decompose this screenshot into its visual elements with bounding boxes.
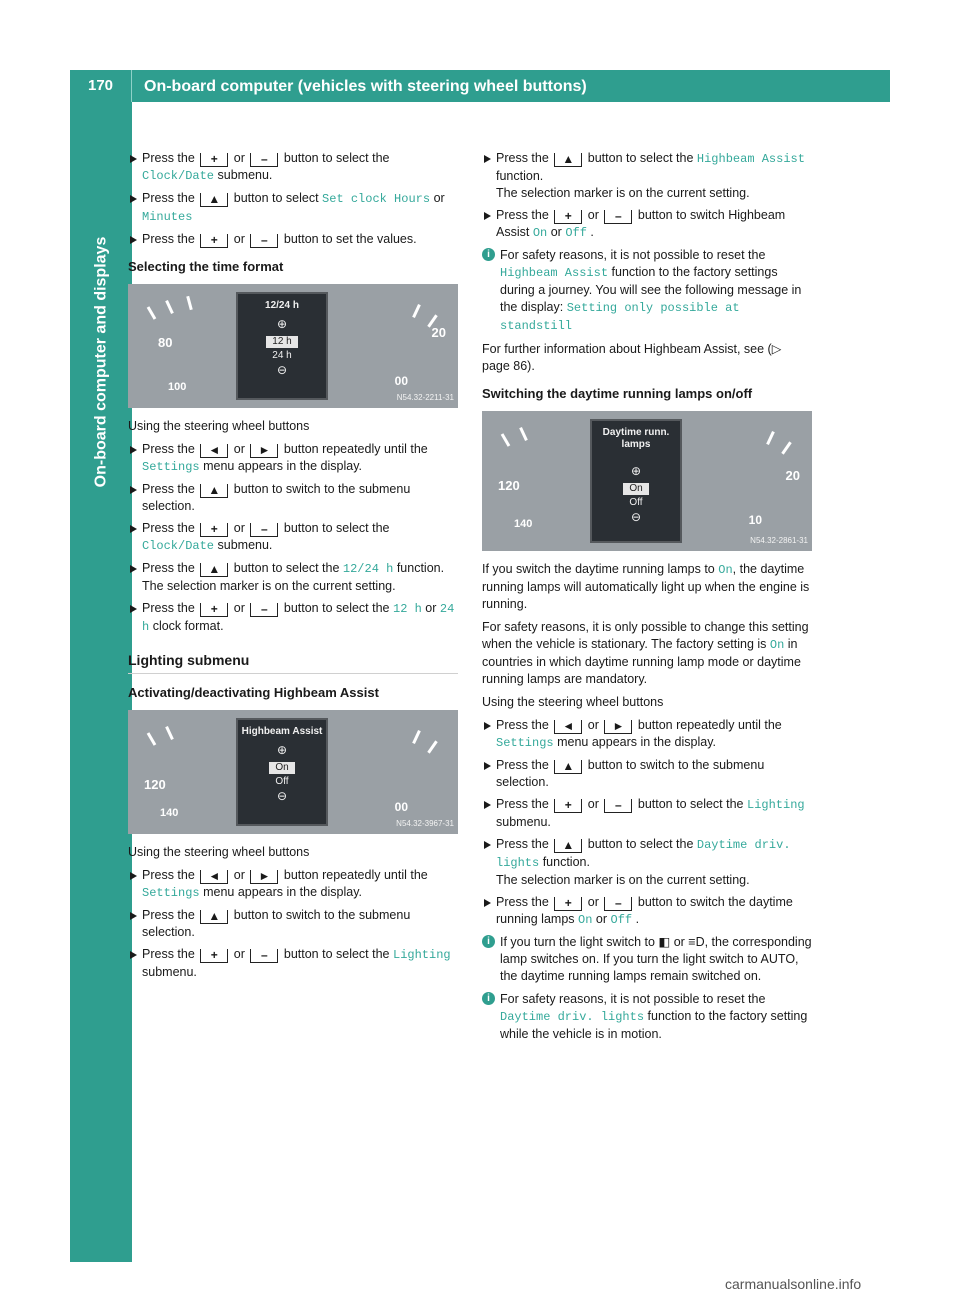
steps-highbeam bbox=[482, 150, 812, 242]
step-text: or bbox=[550, 225, 562, 239]
gauge-label: 00 bbox=[394, 374, 408, 388]
display-screen bbox=[236, 718, 328, 826]
step-text: . bbox=[590, 225, 594, 239]
figure-time-format bbox=[128, 284, 458, 408]
step-text: button to select the bbox=[283, 947, 390, 961]
instruction-step bbox=[128, 867, 458, 902]
instruction-step bbox=[482, 836, 812, 889]
button-glyph: ▲ bbox=[554, 760, 582, 774]
figure-highbeam bbox=[128, 710, 458, 834]
display-title: Highbeam Assist bbox=[241, 726, 323, 737]
step-text: button repeatedly until the bbox=[283, 868, 428, 882]
step-text: button to switch to the submenu selection. bbox=[142, 908, 411, 939]
figure-code: N54.32-2211-31 bbox=[396, 393, 454, 402]
step-text: Press the bbox=[142, 908, 195, 922]
step-text: or bbox=[233, 601, 245, 615]
step-text: or bbox=[587, 718, 599, 732]
button-glyph: – bbox=[604, 897, 632, 911]
step-text: button to switch the daytime running lamps bbox=[496, 895, 793, 926]
step-text: function. bbox=[542, 855, 590, 869]
button-glyph: ▲ bbox=[200, 193, 228, 207]
info-icon: i bbox=[482, 992, 495, 1005]
button-glyph: ► bbox=[250, 870, 278, 884]
step-extra: The selection marker is on the current setting. bbox=[496, 186, 750, 200]
display-code: Settings bbox=[142, 886, 200, 900]
using-text: Using the steering wheel buttons bbox=[128, 845, 310, 859]
display-code: Set clock Hours bbox=[322, 192, 431, 206]
display-code: Highbeam Assist bbox=[696, 152, 805, 166]
display-code: Off bbox=[565, 226, 587, 240]
instruction-step bbox=[482, 207, 812, 242]
display-code: Clock/Date bbox=[142, 539, 215, 553]
instruction-step bbox=[128, 907, 458, 941]
gauge-tick bbox=[147, 306, 157, 320]
step-text: Press the bbox=[142, 442, 195, 456]
step-text: button to select the bbox=[283, 151, 390, 165]
gauge-tick bbox=[519, 427, 528, 441]
instruction-step bbox=[128, 150, 458, 185]
gauge-label: 10 bbox=[748, 513, 762, 527]
figure-daytime-lamps bbox=[482, 411, 812, 551]
step-text: button to select bbox=[233, 191, 319, 205]
button-glyph: ▲ bbox=[200, 910, 228, 924]
display-selected: 12 h bbox=[266, 336, 297, 348]
gauge-tick bbox=[766, 431, 775, 445]
instruction-step bbox=[128, 190, 458, 226]
step-text: button to set the values. bbox=[283, 232, 417, 246]
step-text: or bbox=[233, 868, 245, 882]
step-text: or bbox=[233, 232, 245, 246]
button-glyph: ▲ bbox=[200, 484, 228, 498]
step-text: Press the bbox=[142, 151, 195, 165]
display-option: Off bbox=[275, 776, 289, 787]
step-text: or bbox=[587, 797, 599, 811]
step-text: or bbox=[595, 912, 608, 926]
gauge-tick bbox=[186, 296, 193, 310]
gauge-tick bbox=[501, 433, 511, 447]
button-glyph: – bbox=[250, 153, 278, 167]
step-text: or bbox=[233, 947, 245, 961]
display-code: Clock/Date bbox=[142, 169, 215, 183]
display-option: 24 h bbox=[272, 350, 292, 361]
display-code: 12/24 h bbox=[342, 562, 394, 576]
gauge-tick bbox=[165, 300, 174, 314]
gauge-tick bbox=[781, 441, 791, 454]
steps-clock bbox=[128, 150, 458, 248]
step-text: button to select the bbox=[587, 151, 694, 165]
plus-icon: ⊕ bbox=[630, 464, 642, 478]
button-glyph: ► bbox=[250, 444, 278, 458]
button-glyph: – bbox=[250, 603, 278, 617]
button-glyph: – bbox=[604, 799, 632, 813]
display-screen bbox=[236, 292, 328, 400]
drl-heading: Switching the daytime running lamps on/off bbox=[482, 386, 753, 401]
step-text: . bbox=[635, 912, 640, 926]
display-code: Daytime driv. lights bbox=[496, 838, 791, 870]
step-text: Press the bbox=[496, 758, 549, 772]
highbeam-heading: Activating/deactivating Highbeam Assist bbox=[128, 685, 379, 700]
step-text: Press the bbox=[142, 482, 195, 496]
step-text: or bbox=[233, 521, 245, 535]
display-code: Off bbox=[610, 913, 633, 927]
step-text: function. bbox=[396, 561, 445, 575]
step-text: submenu. bbox=[217, 538, 273, 552]
instruction-step bbox=[482, 150, 812, 202]
step-text: button repeatedly until the bbox=[637, 718, 782, 732]
gauge-label: 80 bbox=[158, 335, 173, 350]
display-code: 24 h bbox=[142, 602, 455, 634]
instruction-step bbox=[482, 894, 812, 929]
button-glyph: – bbox=[250, 234, 278, 248]
step-text: button to switch to the submenu selection. bbox=[496, 758, 765, 789]
step-text: function. bbox=[496, 169, 544, 183]
minus-icon: ⊖ bbox=[630, 510, 642, 524]
watermark: carmanualsonline.info bbox=[725, 1276, 862, 1292]
figure-code: N54.32-3967-31 bbox=[396, 819, 454, 828]
step-extra: The selection marker is on the current setting. bbox=[142, 579, 396, 593]
step-text: button to select the bbox=[233, 561, 340, 575]
using-text: Using the steering wheel buttons bbox=[128, 419, 310, 433]
step-extra: The selection marker is on the current setting. bbox=[496, 873, 750, 887]
instruction-step bbox=[128, 600, 458, 636]
info-icon: i bbox=[482, 248, 495, 261]
page-title: On-board computer (vehicles with steering wheel buttons) bbox=[144, 77, 587, 95]
minus-icon: ⊖ bbox=[276, 363, 288, 377]
step-text: button to switch to the submenu selection. bbox=[142, 482, 411, 513]
instruction-step bbox=[128, 946, 458, 981]
display-code: On bbox=[532, 226, 548, 240]
button-glyph: ▲ bbox=[200, 563, 228, 577]
gauge-label: 20 bbox=[785, 468, 800, 483]
step-text: clock format. bbox=[152, 619, 224, 633]
gauge-tick bbox=[412, 304, 421, 318]
steps-lighting bbox=[128, 867, 458, 981]
button-glyph: + bbox=[554, 210, 582, 224]
instruction-step bbox=[482, 796, 812, 831]
step-text: button to select the bbox=[283, 521, 390, 535]
step-text: button repeatedly until the bbox=[283, 442, 428, 456]
step-text: Press the bbox=[496, 718, 549, 732]
left-column bbox=[128, 150, 458, 986]
step-text: or bbox=[233, 151, 245, 165]
step-text: Press the bbox=[496, 151, 549, 165]
step-text: Press the bbox=[142, 521, 195, 535]
button-glyph: + bbox=[200, 603, 228, 617]
display-code: Lighting bbox=[393, 948, 451, 962]
display-code: Settings bbox=[142, 460, 200, 474]
step-text: submenu. bbox=[217, 168, 273, 182]
steps-time-format bbox=[128, 441, 458, 636]
light-switch-note: i If you turn the light switch to ◧ or ≡D, the corresponding lamp switches on. If you turn the light switch to AUTO, the daytime running lamps remain switched on. bbox=[482, 934, 812, 985]
step-text: menu appears in the display. bbox=[557, 735, 716, 749]
step-text: Press the bbox=[142, 947, 195, 961]
drl-paragraph-2: For safety reasons, it is only possible to change this setting when the vehicle is stationary. The factory setting is On in countries in which daytime running lamp mode or daytime running lamps are mandatory. bbox=[482, 620, 809, 686]
button-glyph: ◄ bbox=[554, 720, 582, 734]
step-text: or bbox=[425, 601, 437, 615]
display-code: Minutes bbox=[142, 210, 193, 224]
drl-paragraph-1: If you switch the daytime running lamps to On, the daytime running lamps will automatically light up when the engine is running. bbox=[482, 562, 810, 611]
step-text: menu appears in the display. bbox=[203, 885, 362, 899]
using-text: Using the steering wheel buttons bbox=[482, 695, 664, 709]
page-header bbox=[70, 70, 890, 102]
display-selected: On bbox=[623, 483, 648, 495]
gauge-label: 140 bbox=[160, 807, 179, 819]
instruction-step bbox=[482, 757, 812, 791]
step-text: Press the bbox=[496, 797, 549, 811]
step-text: submenu. bbox=[496, 815, 551, 829]
button-glyph: + bbox=[554, 799, 582, 813]
plus-icon: ⊕ bbox=[276, 317, 288, 331]
plus-icon: ⊕ bbox=[276, 743, 288, 757]
instruction-step bbox=[128, 520, 458, 555]
step-text: Press the bbox=[142, 232, 195, 246]
step-text: Press the bbox=[142, 561, 195, 575]
step-text: Press the bbox=[496, 208, 549, 222]
button-glyph: ▲ bbox=[554, 153, 582, 167]
side-tab-label: On-board computer and displays bbox=[92, 236, 110, 488]
steps-daytime-lamps bbox=[482, 717, 812, 929]
gauge-label: 20 bbox=[431, 325, 446, 340]
display-option: Off bbox=[629, 497, 643, 508]
step-text: button to select the bbox=[637, 797, 744, 811]
button-glyph: – bbox=[250, 949, 278, 963]
display-screen bbox=[590, 419, 682, 543]
step-text: Press the bbox=[496, 837, 549, 851]
button-glyph: + bbox=[554, 897, 582, 911]
step-text: Press the bbox=[142, 868, 195, 882]
step-text: or bbox=[587, 895, 599, 909]
gauge-label: 00 bbox=[394, 800, 408, 814]
button-glyph: ► bbox=[604, 720, 632, 734]
safety-note-2: i For safety reasons, it is not possible to reset the Daytime driv. lights function to the factory setting while the vehicle is in motion. bbox=[482, 991, 812, 1043]
gauge-label: 140 bbox=[514, 518, 533, 530]
button-glyph: – bbox=[604, 210, 632, 224]
button-glyph: + bbox=[200, 153, 228, 167]
display-code: 12 h bbox=[393, 602, 422, 616]
instruction-step bbox=[482, 717, 812, 752]
step-text: Press the bbox=[142, 191, 195, 205]
step-text: or bbox=[433, 191, 445, 205]
step-text: Press the bbox=[496, 895, 549, 909]
gauge-tick bbox=[427, 740, 437, 753]
instruction-step bbox=[128, 231, 458, 248]
gauge-tick bbox=[412, 730, 421, 744]
button-glyph: + bbox=[200, 949, 228, 963]
step-text: or bbox=[587, 208, 599, 222]
display-title: Daytime runn. lamps bbox=[602, 427, 670, 450]
step-text: Press the bbox=[142, 601, 195, 615]
button-glyph: ▲ bbox=[554, 839, 582, 853]
step-text: menu appears in the display. bbox=[203, 459, 362, 473]
lighting-heading: Lighting submenu bbox=[128, 652, 458, 674]
gauge-tick bbox=[165, 726, 174, 740]
display-selected: On bbox=[269, 762, 294, 774]
page-number: 170 bbox=[70, 70, 132, 102]
step-text: submenu. bbox=[142, 965, 197, 979]
display-code: Lighting bbox=[747, 798, 805, 812]
gauge-label: 120 bbox=[144, 777, 166, 792]
side-tab bbox=[70, 102, 132, 1262]
step-text: or bbox=[233, 442, 245, 456]
button-glyph: + bbox=[200, 523, 228, 537]
gauge-label: 120 bbox=[498, 478, 520, 493]
gauge-label: 100 bbox=[168, 381, 187, 393]
info-icon: i bbox=[482, 935, 495, 948]
step-text: button to switch Highbeam Assist bbox=[496, 208, 786, 239]
instruction-step bbox=[128, 441, 458, 476]
button-glyph: ◄ bbox=[200, 870, 228, 884]
further-info: For further information about Highbeam Assist, see (▷ page 86). bbox=[482, 342, 782, 373]
time-format-heading: Selecting the time format bbox=[128, 259, 284, 274]
step-text: button to select the bbox=[587, 837, 694, 851]
minus-icon: ⊖ bbox=[276, 789, 288, 803]
step-text: button to select the bbox=[283, 601, 390, 615]
button-glyph: + bbox=[200, 234, 228, 248]
instruction-step bbox=[128, 481, 458, 515]
instruction-step bbox=[128, 560, 458, 595]
right-column bbox=[482, 150, 812, 1049]
figure-code: N54.32-2861-31 bbox=[750, 536, 808, 545]
display-title: 12/24 h bbox=[265, 300, 299, 311]
display-code: Settings bbox=[496, 736, 554, 750]
button-glyph: ◄ bbox=[200, 444, 228, 458]
display-code: On bbox=[578, 913, 593, 927]
safety-note: i For safety reasons, it is not possible to reset the Highbeam Assist function to the factory settings during a journey. You will see the following message in the display: Setting only possible at standstill bbox=[482, 247, 812, 335]
button-glyph: – bbox=[250, 523, 278, 537]
gauge-tick bbox=[147, 732, 157, 746]
